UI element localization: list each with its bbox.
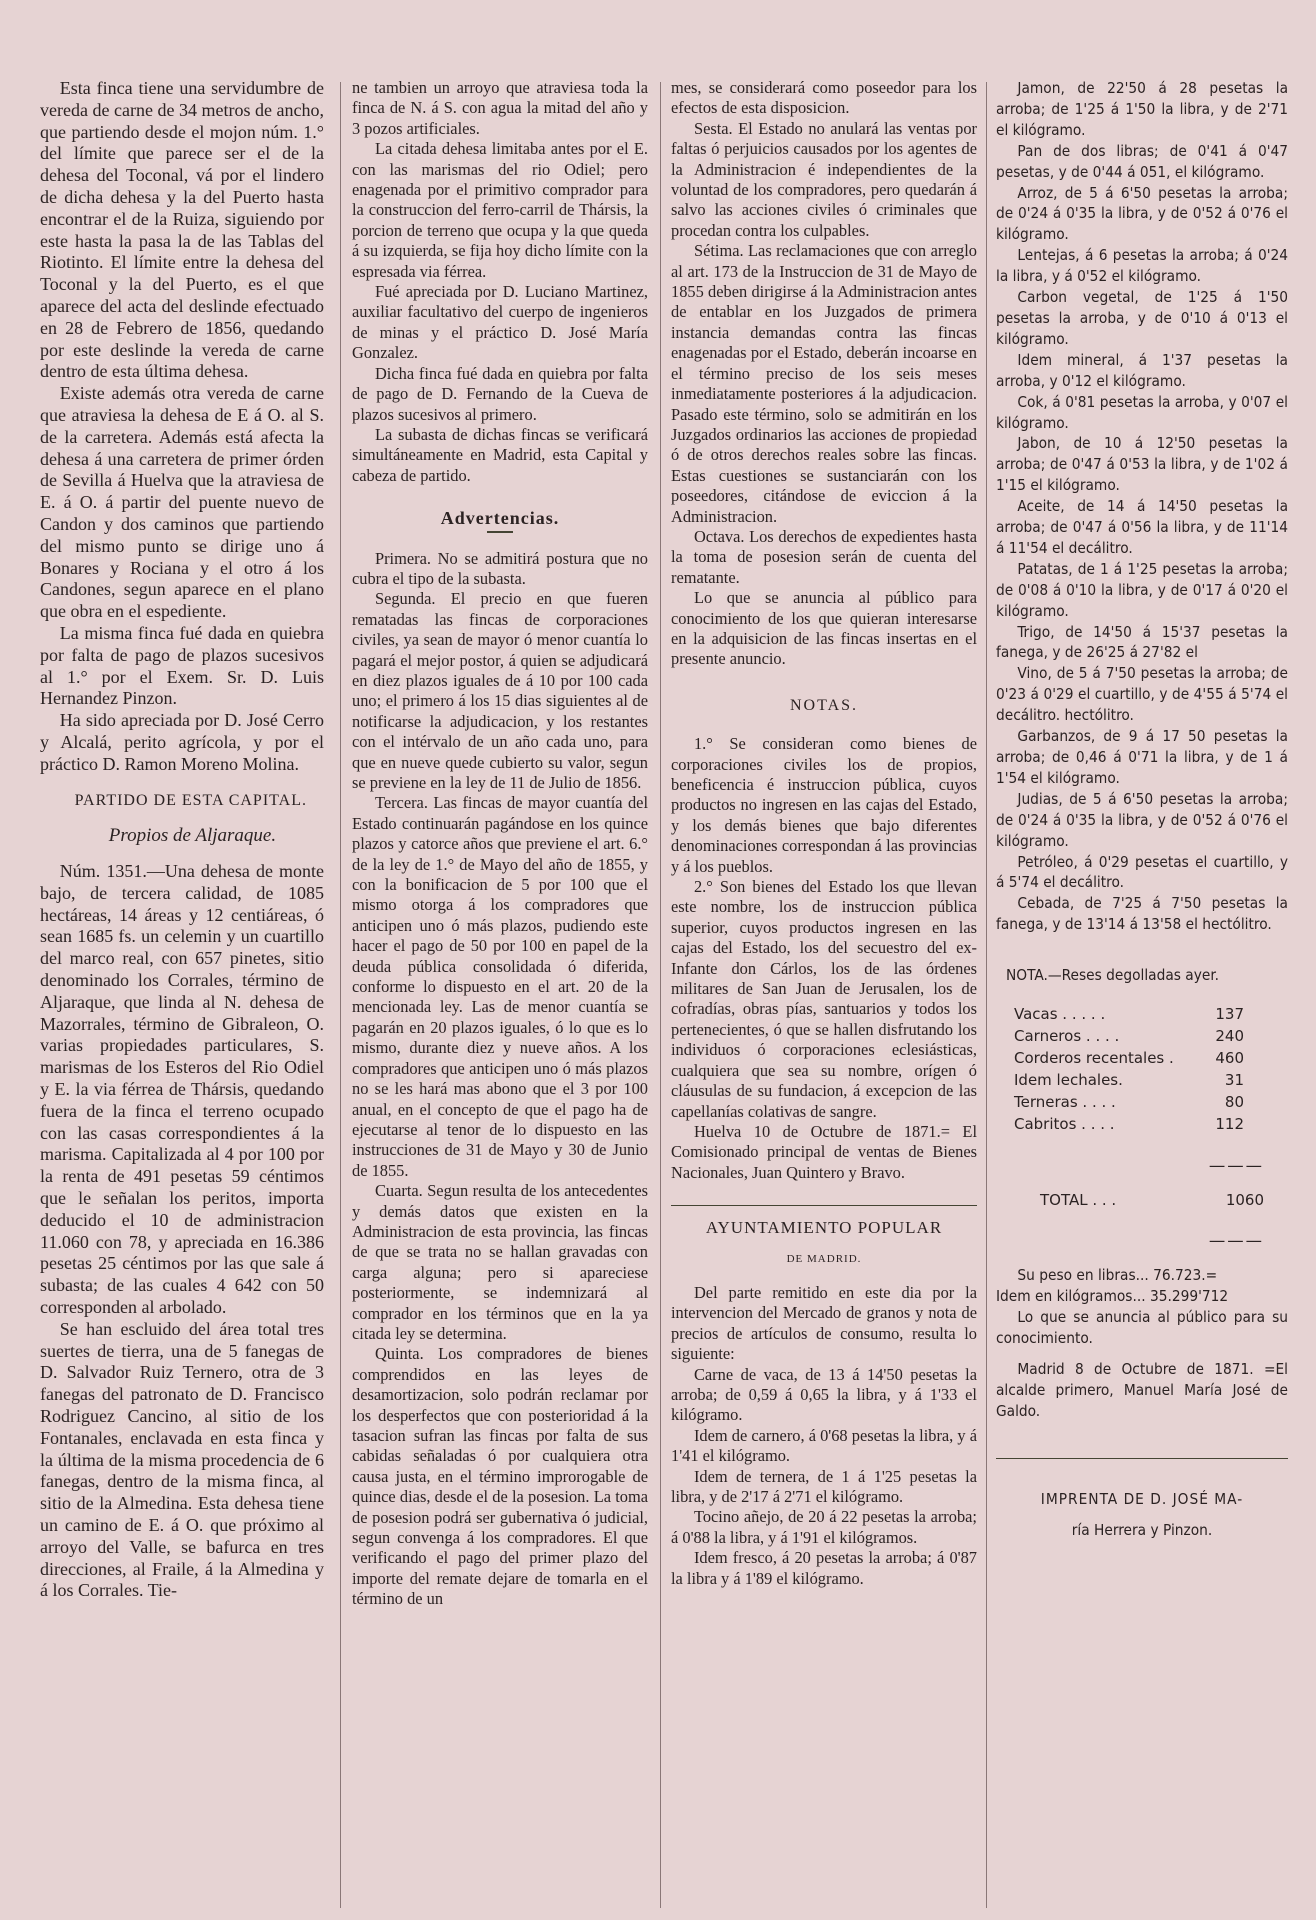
paragraph: Fué apreciada por D. Luciano Martinez, auxiliar facultativo del cuerpo de ingenieros de minas y el práctico D. José María Gonzalez. <box>352 282 648 363</box>
column-rule <box>340 82 341 1908</box>
price-item: Pan de dos libras; de 0'41 á 0'47 pesetas, y de 0'44 á 051, el kilógramo. <box>996 141 1288 181</box>
reses-table <box>1014 1004 1244 1136</box>
section-heading-partido: PARTIDO DE ESTA CAPITAL. <box>74 791 307 809</box>
reses-label: Idem lechales. <box>1014 1071 1123 1090</box>
price-item: Cok, á 0'81 pesetas la arroba, y 0'07 el kilógramo. <box>996 392 1288 432</box>
paragraph: Su peso en libras... 76.723.= <box>1017 1266 1218 1285</box>
dash-separator: ——— <box>1208 1230 1264 1250</box>
paragraph: Tocino añejo, de 20 á 22 pesetas la arroba; á 0'88 la libra, y á 1'91 el kilógramos. <box>671 1507 977 1547</box>
reses-value: 240 <box>1215 1027 1244 1046</box>
paragraph: Núm. 1351.—Una dehesa de monte bajo, de tercera calidad, de 1085 hectáreas, 14 áreas y 12 centiáreas, ó sean 1685 fs. un celemin y un cuartillo del marco real, con 657 pinetes, sitio denominado los Corrales, término de Aljaraque, que linda al N. dehesa de Mazorrales, término de Gibraleon, O. varias propiedades particulares, S. marismas de los Esteros del Rio Odiel y E. la via férrea de Thársis, quedando fuera de la finca el terreno ocupado con las casas correspondientes á la marisma. Capitalizada al 4 por 100 por la renta de 491 pesetas 59 céntimos que le señalan los peritos, importa deducido el 10 de administracion 11.060 con 78, y apreciada en 16.386 pesetas 25 céntimos por las que sale á subasta; de las cuales 4 642 con 50 corresponden al arbolado. <box>40 861 324 1318</box>
paragraph: Lo que se anuncia al público para conocimiento de los que quieran interesarse en la adquisicion de las fincas insertas en el presente anuncio. <box>671 588 977 669</box>
price-item: Carbon vegetal, de 1'25 á 1'50 pesetas la arroba, y de 0'10 á 0'13 el kilógramo. <box>996 288 1288 348</box>
table-row <box>1014 1004 1244 1026</box>
paragraph: Tercera. Las fincas de mayor cuantía del Estado continuarán pagándose en los quince plazos y catorce años que previene el art. 6.° de la ley de 1.° de Mayo del año de 1855, y con la bonificacion de 5 por 100 que el mismo otorga á los compradores que anticipen uno ó más plazos, pudiendo este hacer el pago de 50 por 100 en papel de la deuda pública consolidada ó diferida, conforme lo dispuesto en el art. 20 de la mencionada ley. Las de menor cuantía se pagarán en 20 plazos iguales, ó lo que es lo mismo, durante diez y nueve años. A los compradores que anticipen uno ó más plazos no se les hará mas abono que el 3 por 100 anual, en el concepto de que el pago ha de ejecutarse al tenor de lo dispuesto en las instrucciones de 31 de Mayo y 30 de Junio de 1855. <box>352 793 648 1180</box>
reses-value: 112 <box>1215 1115 1244 1134</box>
heading-rule <box>487 531 513 533</box>
price-item: Jamon, de 22'50 á 28 pesetas la arroba; de 1'25 á 1'50 la libra, y de 2'71 el kilógramo. <box>996 79 1288 139</box>
total-value: 1060 <box>1225 1191 1264 1210</box>
ayuntamiento-heading: AYUNTAMIENTO POPULAR <box>705 1218 943 1238</box>
paragraph: Quinta. Los compradores de bienes comprendidos en las leyes de desamortizacion, solo podrán reclamar por los desperfectos que con posterioridad á la tasacion sufran las fincas por falta de sus cabidas señaladas ó por cualquiera otra causa justa, en el término improrogable de quince dias, desde el de la posesion. La toma de posesion podrá ser gubernativa ó judicial, segun convenga á los compradores. El que verificando el pago del primer plazo del importe del remate dejare de tomarla en el término de un <box>352 1344 648 1609</box>
column-rule <box>986 82 987 1908</box>
section-divider <box>996 1458 1288 1459</box>
paragraph: 1.° Se consideran como bienes de corporaciones civiles los de propios, beneficencia é instruccion pública, cuyos productos no ingresen en las cajas del Estado, y los demás bienes que bajo diferentes denominaciones correspondan á las provincias y á los pueblos. <box>671 734 977 876</box>
paragraph: Dicha finca fué dada en quiebra por falta de pago de D. Fernando de la Cueva de plazos sucesivos al primero. <box>352 363 648 424</box>
paragraph: ne tambien un arroyo que atraviesa toda la finca de N. á S. con agua la mitad del año y 3 pozos artificiales. <box>352 78 648 138</box>
reses-label: Terneras . . . . <box>1014 1093 1116 1112</box>
price-item: Aceite, de 14 á 14'50 pesetas la arroba; de 0'47 á 0'56 la libra, y de 11'14 á 11'54 el decálitro. <box>996 497 1288 557</box>
reses-label: Cabritos . . . . <box>1014 1115 1115 1134</box>
reses-label: Vacas . . . . . <box>1014 1005 1106 1024</box>
imprenta-line-2: ría Herrera y Pinzon. <box>1071 1520 1213 1539</box>
imprenta-line-1: IMPRENTA DE D. JOSÉ MA- <box>1040 1489 1244 1508</box>
price-item: Idem mineral, á 1'37 pesetas la arroba, y 0'12 el kilógramo. <box>996 350 1288 390</box>
section-divider <box>671 1205 977 1206</box>
nota-reses-heading: NOTA.—Reses degolladas ayer. <box>1006 966 1219 985</box>
column-3 <box>671 78 977 1908</box>
paragraph: La citada dehesa limitaba antes por el E. con las marismas del rio Odiel; pero enagenada por el primitivo comprador para la construccion del ferro-carril de Thársis, la porcion de terreno que ocupa y la que queda á su izquierda, se fija hoy dicho límite con la espresada via férrea. <box>352 139 648 281</box>
paragraph: Idem de carnero, á 0'68 pesetas la libra, y á 1'41 el kilógramo. <box>671 1425 977 1466</box>
reses-value: 460 <box>1215 1049 1244 1068</box>
paragraph: La subasta de dichas fincas se verificará simultáneamente en Madrid, esta Capital y cabeza de partido. <box>352 424 648 485</box>
price-item: Petróleo, á 0'29 pesetas el cuartillo, y á 5'74 el decálitro. <box>996 852 1288 892</box>
column-rule <box>660 82 661 1908</box>
column-1 <box>40 78 324 1908</box>
paragraph: Esta finca tiene una servidumbre de vereda de carne de 34 metros de ancho, que partiendo desde el mojon núm. 1.° del límite que parece ser el de la dehesa del Toconal, vá por el lindero de dicha dehesa y la del Puerto hasta encontrar el de la Ruiza, siguiendo por este hasta la pasa la de las Tablas del Riotinto. El límite entre la dehesa del Toconal y la del Puerto, es el que aparece del acta del deslinde efectuado en 28 de Febrero de 1856, quedando por este deslinde la vereda de carne dentro de esta última dehesa. <box>40 78 324 382</box>
reses-value: 137 <box>1215 1005 1244 1024</box>
paragraph: Se han escluido del área total tres suertes de tierra, una de 5 fanegas de D. Salvador Ruiz Ternero, otra de 3 fanegas del patronato de D. Francisco Rodriguez Cancino, al sitio de los Fontanales, enclavada en esta finca y la última de la misma procedencia de 6 fanegas, dentro de la misma finca, al sitio de la Almedina. Esta dehesa tiene un camino de E. á O. que próximo al arroyo del Valle, se bafurca en tres direcciones, al Fraile, á la Almedina y á los Corrales. Tie- <box>40 1318 324 1601</box>
reses-value: 80 <box>1224 1093 1244 1112</box>
paragraph: Huelva 10 de Octubre de 1871.= El Comisionado principal de ventas de Bienes Nacionales, Juan Quintero y Bravo. <box>671 1121 977 1182</box>
section-heading-propios: Propios de Aljaraque. <box>108 825 277 847</box>
paragraph: mes, se considerará como poseedor para los efectos de esta disposicion. <box>671 78 977 118</box>
price-item: Trigo, de 14'50 á 15'37 pesetas la fanega, y de 26'25 á 27'82 el <box>996 622 1288 662</box>
price-item: Cebada, de 7'25 á 7'50 pesetas la fanega, y de 13'14 á 13'58 el hectólitro. <box>996 894 1288 934</box>
dash-separator: ——— <box>1208 1156 1264 1176</box>
column-4 <box>996 78 1288 1908</box>
reses-label: Carneros . . . . <box>1014 1027 1120 1046</box>
price-item: Vino, de 5 á 7'50 pesetas la arroba; de 0'23 á 0'29 el cuartillo, y de 4'55 á 5'74 el decálitro. hectólitro. <box>996 664 1288 725</box>
paragraph: Existe además otra vereda de carne que atraviesa la dehesa de E á O. al S. de la carretera. Además está afecta la dehesa á una carretera de primer órden de Sevilla á Huelva que la atraviesa de E. á O. á partir del puente nuevo de Candon y dos caminos que partiendo del mismo punto se dirige uno á Bonares y Rociana y el otro á los Candones, segun aparece en el plano que obra en el espediente. <box>40 383 324 622</box>
price-item: Arroz, de 5 á 6'50 pesetas la arroba; de 0'24 á 0'35 la libra, y de 0'52 á 0'76 el kilógramo. <box>996 183 1288 244</box>
reses-value: 31 <box>1224 1071 1244 1090</box>
price-item: Garbanzos, de 9 á 17 50 pesetas la arroba; de 0,46 á 0'71 la libra, y de 1 á 1'54 el kilógramo. <box>996 727 1288 787</box>
paragraph: Madrid 8 de Octubre de 1871. =El alcalde primero, Manuel María José de Galdo. <box>996 1359 1288 1420</box>
column-2 <box>352 78 648 1908</box>
paragraph: Idem de ternera, de 1 á 1'25 pesetas la libra, y de 2'17 á 2'71 el kilógramo. <box>671 1466 977 1506</box>
paragraph: 2.° Son bienes del Estado los que llevan este nombre, los de instruccion pública superior, cuyos productos ingresen en las cajas del Estado, los del secuestro del ex-Infante don Cárlos, los de las órdenes militares de San Juan de Jerusalen, los de cofradías, obras pías, santuarios y todos los pertenecientes, ó que se hallen disfrutando los individuos ó corporaciones eclesiásticas, cualquiera que sea su nombre, orígen ó cláusulas de su fundacion, á excepcion de las capellanías colativas de sangre. <box>671 877 977 1121</box>
table-row <box>1014 1114 1244 1136</box>
paragraph: Cuarta. Segun resulta de los antecedentes y demás datos que existen en la Administracion de esta provincia, las fincas de que se trata no se hallan gravadas con carga alguna; pero si apareciese posteriormente, se indemnizará al comprador en los términos que en la ya citada ley se determina. <box>352 1181 648 1343</box>
table-row <box>1014 1070 1244 1092</box>
paragraph: Idem en kilógramos... 35.299'712 <box>996 1287 1229 1306</box>
table-row <box>1014 1092 1244 1114</box>
price-item: Judias, de 5 á 6'50 pesetas la arroba; de 0'24 á 0'35 la libra, y de 0'52 á 0'76 el kilógramo. <box>996 789 1288 850</box>
paragraph: Carne de vaca, de 13 á 14'50 pesetas la arroba; de 0,59 á 0,65 la libra, y á 1'33 el kilógramo. <box>671 1364 977 1425</box>
notas-heading: NOTAS. <box>789 696 859 714</box>
paragraph: Idem fresco, á 20 pesetas la arroba; á 0'87 la libra y á 1'89 el kilógramo. <box>671 1548 977 1588</box>
paragraph: Octava. Los derechos de expedientes hasta la toma de posesion serán de cuenta del rematante. <box>671 526 977 587</box>
total-label: TOTAL . . . <box>1040 1191 1117 1210</box>
paragraph: Segunda. El precio en que fueren rematadas las fincas de corporaciones civiles, ya sean de mayor ó menor cuantía lo pagará el mejor postor, á quien se adjudicará en diez plazos iguales de á 10 por 100 cada uno; el primero á los 15 dias siguientes al de notificarse la adjudicacion, y los restantes con el intérvalo de un año cada uno, para que en nueve quede cubierto su valor, segun se previene en la ley de 11 de Julio de 1856. <box>352 589 648 792</box>
paragraph: Del parte remitido en este dia por la intervencion del Mercado de granos y nota de precios de artículos de consumo, resulta lo siguiente: <box>671 1282 977 1364</box>
paragraph: Ha sido apreciada por D. José Cerro y Alcalá, perito agrícola, y por el práctico D. Ramon Moreno Molina. <box>40 710 324 774</box>
table-row <box>1014 1048 1244 1070</box>
table-row <box>1014 1026 1244 1048</box>
advertencias-heading: Advertencias. <box>440 508 560 529</box>
paragraph: Sétima. Las reclamaciones que con arreglo al art. 173 de la Instruccion de 31 de Mayo de 1855 deben dirigirse á la Administracion antes de entablar en los Juzgados de primera instancia demandas contra las fincas enagenadas por el Estado, deberán incoarse en el término preciso de los seis meses inmediatamente posteriores á la adjudicacion. Pasado este término, solo se admitirán en los Juzgados ordinarios las acciones de propiedad ó de otros derechos reales sobre las fincas. Estas cuestiones se sustanciarán con los poseedores, citándose de eviccion á la Administracion. <box>671 241 977 526</box>
paragraph: La misma finca fué dada en quiebra por falta de pago de plazos sucesivos al 1.° por el Exem. Sr. D. Luis Hernandez Pinzon. <box>40 622 324 709</box>
total-row <box>1040 1190 1264 1210</box>
paragraph: Primera. No se admitirá postura que no cubra el tipo de la subasta. <box>352 548 648 588</box>
paragraph: Lo que se anuncia al público para su conocimiento. <box>996 1308 1288 1347</box>
paragraph: Sesta. El Estado no anulará las ventas por faltas ó perjuicios causados por los agentes de la Administracion é independientes de la voluntad de los compradores, pero quedarán á salvo las acciones civiles ó criminales que procedan contra los culpables. <box>671 118 977 240</box>
price-item: Lentejas, á 6 pesetas la arroba; á 0'24 la libra, y á 0'52 el kilógramo. <box>996 246 1288 286</box>
price-item: Patatas, de 1 á 1'25 pesetas la arroba; de 0'08 á 0'10 la libra, y de 0'17 á 0'20 el kilógramo. <box>996 559 1288 620</box>
madrid-subheading: DE MADRID. <box>786 1252 862 1265</box>
price-item: Jabon, de 10 á 12'50 pesetas la arroba; de 0'47 á 0'53 la libra, y de 1'02 á 1'15 el kilógramo. <box>996 434 1288 495</box>
reses-label: Corderos recentales . <box>1014 1049 1174 1068</box>
